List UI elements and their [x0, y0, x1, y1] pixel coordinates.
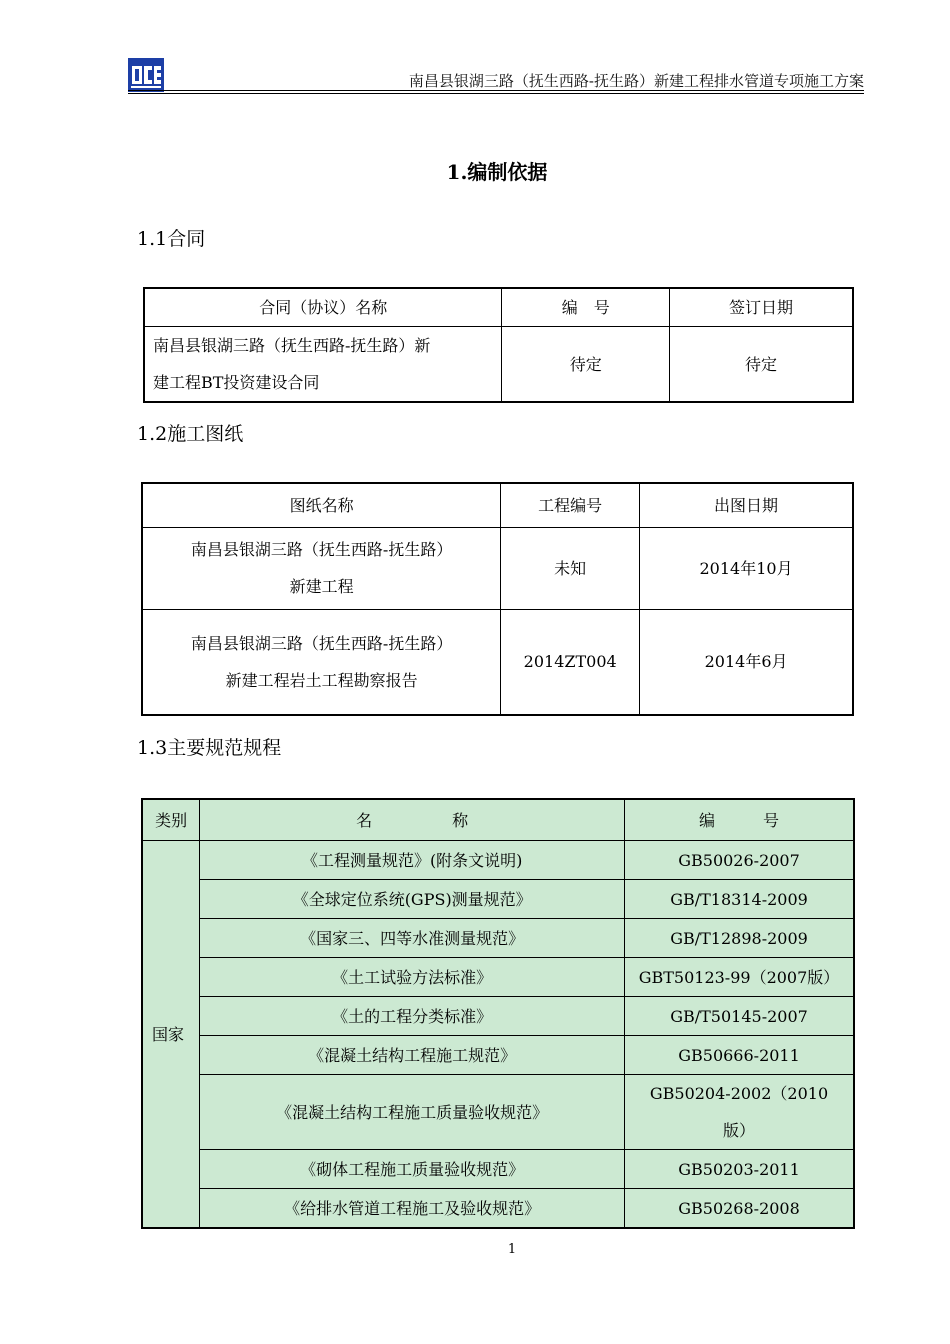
table-row: [142, 919, 854, 958]
drawing-number-cell: 2014ZT004: [501, 609, 640, 715]
standard-name-cell: 《国家三、四等水准测量规范》: [200, 919, 625, 958]
category-cell: 国家: [142, 841, 200, 1229]
column-header: 出图日期: [640, 483, 853, 527]
standard-name-cell: 《混凝土结构工程施工规范》: [200, 1036, 625, 1075]
heading-contract: 1.1合同: [137, 228, 206, 250]
standard-code-cell: GBT50123-99（2007版）: [625, 958, 855, 997]
column-header: 图纸名称: [142, 483, 501, 527]
drawing-name-line: 南昌县银湖三路（抚生西路-抚生路）: [190, 633, 453, 653]
table-row: [142, 958, 854, 997]
standards-table: [141, 798, 855, 1229]
drawing-date-cell: 2014年10月: [640, 527, 853, 609]
column-header: 合同（协议）名称: [144, 288, 502, 327]
contract-name-cell: [144, 327, 502, 403]
drawing-name-cell: [142, 527, 501, 609]
drawing-name-cell: [142, 609, 501, 715]
standard-code-line: 版）: [722, 1121, 755, 1140]
table-header-row: [142, 483, 853, 527]
table-row: [142, 1075, 854, 1150]
table-row: [142, 1150, 854, 1189]
standard-code-cell: GB/T12898-2009: [625, 919, 855, 958]
header-title: 南昌县银湖三路（抚生西路-抚生路）新建工程排水管道专项施工方案: [408, 72, 864, 90]
standard-code-cell: GB50026-2007: [625, 841, 855, 880]
standard-code-cell: GB50666-2011: [625, 1036, 855, 1075]
page-number: 1: [507, 1242, 517, 1257]
standard-code-cell: GB50203-2011: [625, 1150, 855, 1189]
standard-name-cell: 《混凝土结构工程施工质量验收规范》: [200, 1075, 625, 1150]
drawing-name-line: 新建工程岩土工程勘察报告: [225, 670, 418, 690]
contract-number-cell: 待定: [502, 327, 670, 403]
contract-name-line: 南昌县银湖三路（抚生西路-抚生路）新: [153, 336, 431, 355]
table-header-row: [144, 288, 853, 327]
heading-drawings: 1.2施工图纸: [137, 423, 244, 445]
standard-name-cell: 《土工试验方法标准》: [200, 958, 625, 997]
table-row: [142, 527, 853, 609]
standard-name-cell: 《给排水管道工程施工及验收规范》: [200, 1189, 625, 1229]
standard-name-cell: 《全球定位系统(GPS)测量规范》: [200, 880, 625, 919]
table-row: [142, 609, 853, 715]
header-rule-secondary: [128, 93, 864, 94]
section-title: 1.编制依据: [446, 160, 548, 184]
table-row: [142, 880, 854, 919]
standard-code-cell: [625, 1075, 855, 1150]
drawing-name-line: 新建工程: [289, 577, 354, 596]
header-rule: [128, 90, 864, 91]
heading-standards: 1.3主要规范规程: [137, 737, 282, 759]
column-header: 名 称: [200, 799, 625, 841]
company-logo: [128, 58, 164, 92]
table-row: [142, 997, 854, 1036]
standard-name-cell: 《砌体工程施工质量验收规范》: [200, 1150, 625, 1189]
column-header: 类别: [142, 799, 200, 841]
standard-code-cell: GB/T50145-2007: [625, 997, 855, 1036]
standard-code-cell: GB50268-2008: [625, 1189, 855, 1229]
table-row: [142, 1036, 854, 1075]
contract-table: [143, 287, 854, 403]
standard-name-cell: 《土的工程分类标准》: [200, 997, 625, 1036]
drawings-table: [141, 482, 854, 716]
column-header: 编 号: [502, 288, 670, 327]
drawing-number-cell: 未知: [501, 527, 640, 609]
standard-code-cell: GB/T18314-2009: [625, 880, 855, 919]
standard-name-cell: 《工程测量规范》(附条文说明): [200, 841, 625, 880]
table-row: [142, 1189, 854, 1229]
drawing-name-line: 南昌县银湖三路（抚生西路-抚生路）: [190, 540, 453, 559]
table-row: [144, 327, 853, 403]
column-header: 工程编号: [501, 483, 640, 527]
contract-date-cell: 待定: [670, 327, 853, 403]
standard-code-line: GB50204-2002（2010: [649, 1084, 829, 1103]
contract-name-line: 建工程BT投资建设合同: [153, 373, 320, 392]
drawing-date-cell: 2014年6月: [640, 609, 853, 715]
column-header: 编 号: [625, 799, 855, 841]
column-header: 签订日期: [670, 288, 853, 327]
table-header-row: [142, 799, 854, 841]
table-row: [142, 841, 854, 880]
